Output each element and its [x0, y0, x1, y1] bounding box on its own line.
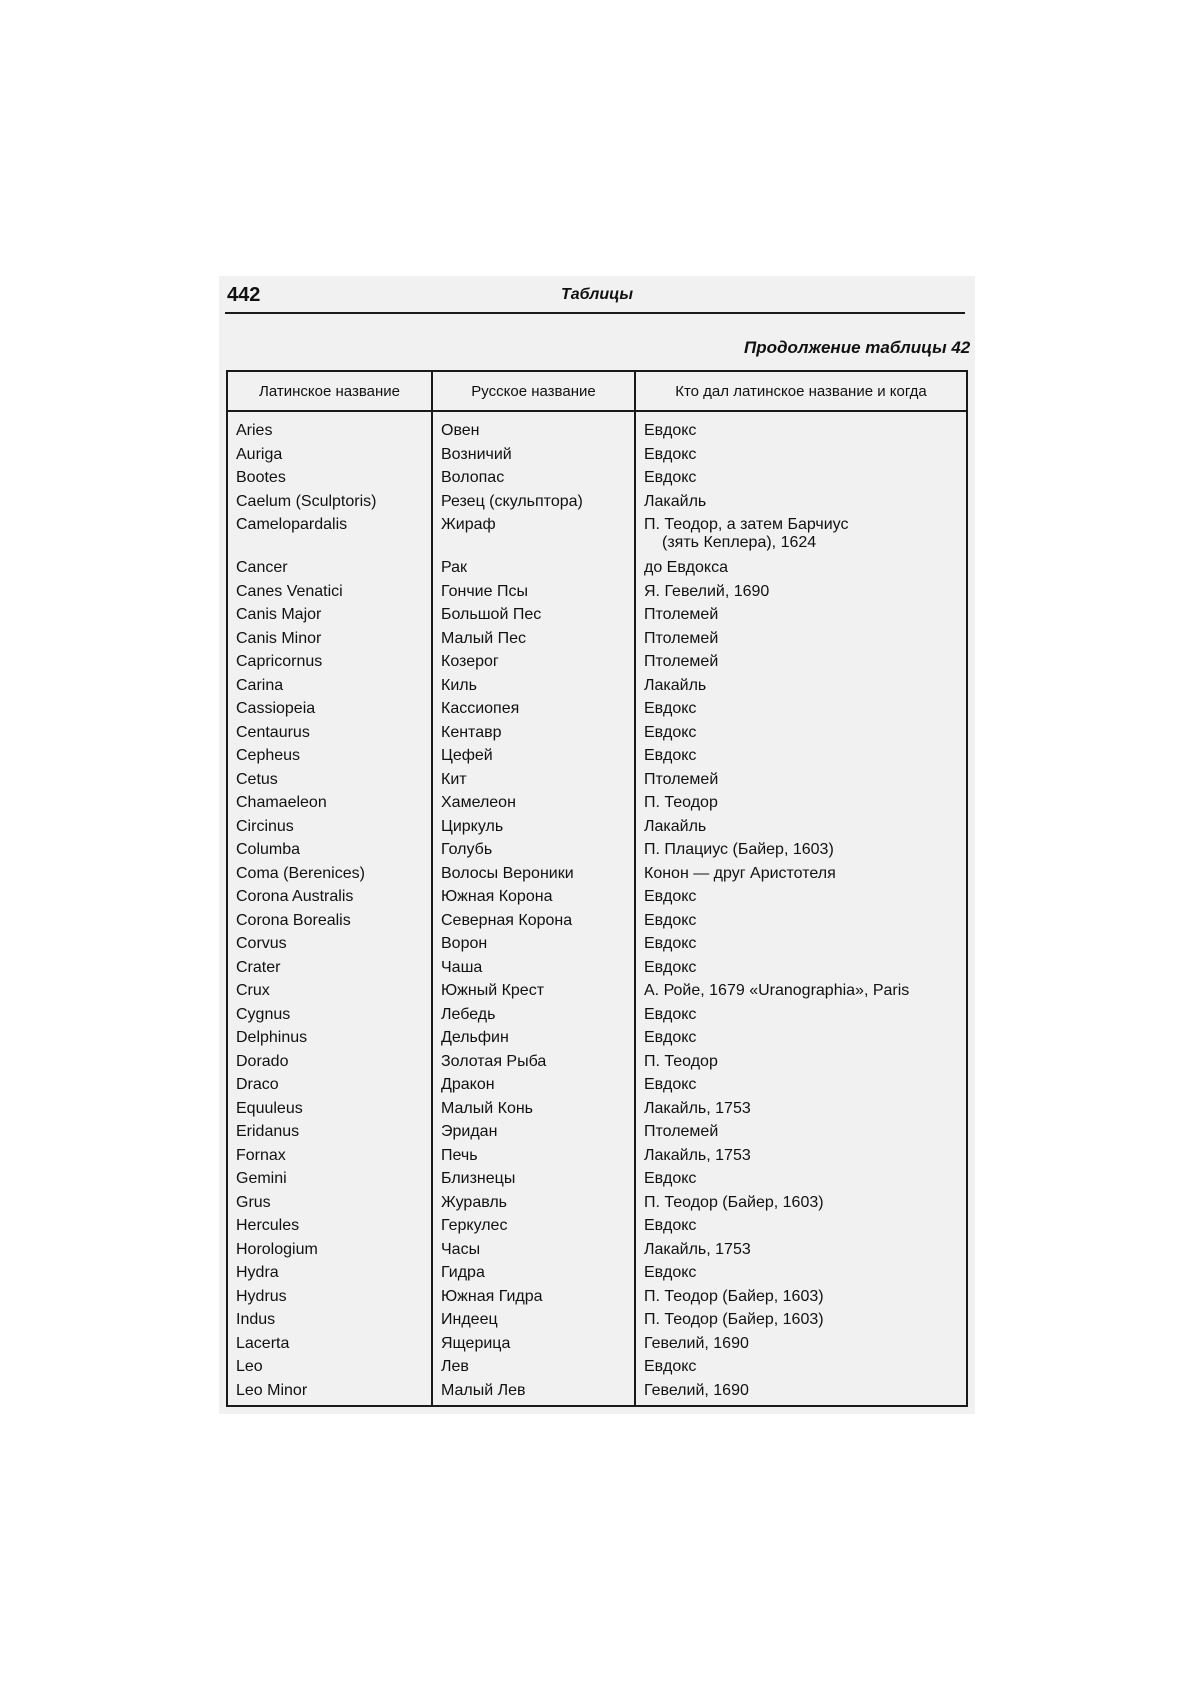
author-cell — [635, 700, 967, 724]
author-cell — [635, 1288, 967, 1312]
russian-name-cell: Гидра — [432, 1264, 635, 1288]
table-row — [227, 630, 967, 654]
latin-name-cell: Auriga — [227, 446, 432, 470]
author-cell — [635, 653, 967, 677]
table-row — [227, 1288, 967, 1312]
latin-name-cell: Cetus — [227, 771, 432, 795]
latin-name-cell: Equuleus — [227, 1100, 432, 1124]
table-row — [227, 1311, 967, 1335]
latin-name-cell: Aries — [227, 422, 432, 446]
russian-name-cell: Малый Пес — [432, 630, 635, 654]
table-row — [227, 1076, 967, 1100]
russian-name-cell: Кентавр — [432, 724, 635, 748]
spacer-cell — [227, 411, 432, 422]
russian-name-cell: Дракон — [432, 1076, 635, 1100]
author-cell — [635, 1076, 967, 1100]
russian-name-cell: Резец (скульптора) — [432, 493, 635, 517]
table-row — [227, 1335, 967, 1359]
table-row — [227, 1006, 967, 1030]
table-body — [227, 411, 967, 1406]
latin-name-cell: Delphinus — [227, 1029, 432, 1053]
table-row — [227, 677, 967, 701]
page-number: 442 — [227, 284, 261, 306]
russian-name-cell: Южная Гидра — [432, 1288, 635, 1312]
author-text: П. Теодор (Байер, 1603) — [644, 1311, 824, 1328]
author-cell — [635, 469, 967, 493]
latin-name-cell: Hercules — [227, 1217, 432, 1241]
author-text: Птолемей — [644, 770, 719, 788]
latin-name-cell: Corvus — [227, 935, 432, 959]
author-text-continuation: (зять Кеплера), 1624 — [662, 534, 817, 551]
author-cell — [635, 888, 967, 912]
latin-name-cell: Chamaeleon — [227, 794, 432, 818]
table-header-row — [227, 371, 967, 411]
author-text: Евдокс — [644, 700, 697, 717]
author-text: Евдокс — [644, 445, 697, 463]
latin-name-cell: Gemini — [227, 1170, 432, 1194]
latin-name-cell: Coma (Berenices) — [227, 865, 432, 889]
author-cell — [635, 912, 967, 936]
author-text: Птолемей — [644, 653, 719, 670]
author-cell — [635, 1170, 967, 1194]
latin-name-cell: Leo — [227, 1358, 432, 1382]
author-cell — [635, 559, 967, 583]
author-cell — [635, 1194, 967, 1218]
table-row — [227, 516, 967, 559]
author-text: Лакайль, 1753 — [644, 1240, 751, 1258]
table-row — [227, 1264, 967, 1288]
author-cell — [635, 1029, 967, 1053]
author-text: П. Теодор (Байер, 1603) — [644, 1193, 824, 1211]
russian-name-cell: Лебедь — [432, 1006, 635, 1030]
author-text: П. Теодор, а затем Барчиус — [644, 516, 849, 533]
author-cell — [635, 422, 967, 446]
russian-name-cell: Кассиопея — [432, 700, 635, 724]
author-text: Евдокс — [644, 958, 697, 976]
author-cell — [635, 1358, 967, 1382]
russian-name-cell: Печь — [432, 1147, 635, 1171]
table-row — [227, 653, 967, 677]
table-row — [227, 446, 967, 470]
author-text: Евдокс — [644, 422, 697, 439]
russian-name-cell: Волосы Вероники — [432, 865, 635, 889]
table-row — [227, 559, 967, 583]
author-cell — [635, 677, 967, 701]
latin-name-cell: Cassiopeia — [227, 700, 432, 724]
russian-name-cell: Большой Пес — [432, 606, 635, 630]
russian-name-cell: Чаша — [432, 959, 635, 983]
latin-name-cell: Indus — [227, 1311, 432, 1335]
author-text: Лакайль — [644, 492, 707, 510]
author-text: П. Теодор (Байер, 1603) — [644, 1287, 824, 1305]
table-row — [227, 959, 967, 983]
russian-name-cell: Хамелеон — [432, 794, 635, 818]
author-text: Лакайль — [644, 817, 707, 835]
author-text: П. Теодор — [644, 1052, 718, 1070]
author-text: Лакайль — [644, 676, 707, 694]
author-cell — [635, 1264, 967, 1288]
table-row — [227, 935, 967, 959]
russian-name-cell: Ящерица — [432, 1335, 635, 1359]
russian-name-cell: Золотая Рыба — [432, 1053, 635, 1077]
russian-name-cell: Лев — [432, 1358, 635, 1382]
table-row — [227, 1358, 967, 1382]
latin-name-cell: Capricornus — [227, 653, 432, 677]
latin-name-cell: Carina — [227, 677, 432, 701]
russian-name-cell: Часы — [432, 1241, 635, 1265]
table-row — [227, 724, 967, 748]
latin-name-cell: Draco — [227, 1076, 432, 1100]
latin-name-cell: Leo Minor — [227, 1382, 432, 1407]
table-continuation-label: Продолжение таблицы 42 — [744, 338, 971, 357]
table-row — [227, 422, 967, 446]
author-cell — [635, 982, 967, 1006]
author-text: Евдокс — [644, 1170, 697, 1187]
russian-name-cell: Геркулес — [432, 1217, 635, 1241]
author-cell — [635, 1382, 967, 1407]
author-cell — [635, 1053, 967, 1077]
russian-name-cell: Гончие Псы — [432, 583, 635, 607]
table-row — [227, 1194, 967, 1218]
russian-name-cell: Овен — [432, 422, 635, 446]
author-text: Евдокс — [644, 888, 697, 905]
author-cell — [635, 1311, 967, 1335]
author-cell — [635, 583, 967, 607]
table-row — [227, 888, 967, 912]
latin-name-cell: Columba — [227, 841, 432, 865]
table-row — [227, 1029, 967, 1053]
latin-name-cell: Cepheus — [227, 747, 432, 771]
author-text: Евдокс — [644, 911, 697, 929]
author-cell — [635, 493, 967, 517]
table-row — [227, 700, 967, 724]
latin-name-cell: Eridanus — [227, 1123, 432, 1147]
author-cell — [635, 516, 967, 559]
latin-name-cell: Camelopardalis — [227, 516, 432, 559]
russian-name-cell: Возничий — [432, 446, 635, 470]
latin-name-cell: Centaurus — [227, 724, 432, 748]
russian-name-cell: Циркуль — [432, 818, 635, 842]
russian-name-cell: Голубь — [432, 841, 635, 865]
latin-name-cell: Crux — [227, 982, 432, 1006]
table-row — [227, 1100, 967, 1124]
spacer-cell — [635, 411, 967, 422]
latin-name-cell: Dorado — [227, 1053, 432, 1077]
table-row — [227, 818, 967, 842]
table-row — [227, 771, 967, 795]
author-cell — [635, 818, 967, 842]
author-text: Конон — друг Аристотеля — [644, 864, 836, 882]
latin-name-cell: Crater — [227, 959, 432, 983]
author-cell — [635, 1100, 967, 1124]
author-text: Евдокс — [644, 747, 697, 764]
author-cell — [635, 1241, 967, 1265]
author-cell — [635, 724, 967, 748]
author-cell — [635, 865, 967, 889]
author-text: Лакайль, 1753 — [644, 1099, 751, 1117]
author-text: Птолемей — [644, 1123, 719, 1140]
russian-name-cell: Индеец — [432, 1311, 635, 1335]
author-text: Гевелий, 1690 — [644, 1381, 749, 1399]
latin-name-cell: Fornax — [227, 1147, 432, 1171]
running-title: Таблицы — [561, 286, 634, 303]
russian-name-cell: Южная Корона — [432, 888, 635, 912]
russian-name-cell: Цефей — [432, 747, 635, 771]
table-row — [227, 1241, 967, 1265]
table-row — [227, 841, 967, 865]
column-header-russian-name: Русское название — [432, 371, 635, 411]
russian-name-cell: Ворон — [432, 935, 635, 959]
table-row — [227, 583, 967, 607]
latin-name-cell: Lacerta — [227, 1335, 432, 1359]
table-row — [227, 982, 967, 1006]
latin-name-cell: Canis Major — [227, 606, 432, 630]
author-cell — [635, 630, 967, 654]
author-text: Евдокс — [644, 935, 697, 952]
table-row — [227, 1382, 967, 1407]
latin-name-cell: Corona Borealis — [227, 912, 432, 936]
russian-name-cell: Эридан — [432, 1123, 635, 1147]
russian-name-cell: Дельфин — [432, 1029, 635, 1053]
author-text: Лакайль, 1753 — [644, 1146, 751, 1164]
latin-name-cell: Canes Venatici — [227, 583, 432, 607]
author-text: П. Плациус (Байер, 1603) — [644, 841, 834, 858]
column-header-author-and-date: Кто дал латинское название и когда — [635, 371, 967, 411]
latin-name-cell: Horologium — [227, 1241, 432, 1265]
author-cell — [635, 1335, 967, 1359]
russian-name-cell: Близнецы — [432, 1170, 635, 1194]
author-cell — [635, 1217, 967, 1241]
author-text: Евдокс — [644, 1076, 697, 1093]
author-cell — [635, 771, 967, 795]
author-text: А. Ройе, 1679 «Uranographia», Paris — [644, 982, 910, 999]
author-text: до Евдокса — [644, 559, 728, 576]
author-cell — [635, 794, 967, 818]
author-text: Евдокс — [644, 1005, 697, 1023]
page-header — [225, 282, 965, 314]
latin-name-cell: Hydrus — [227, 1288, 432, 1312]
author-text: Птолемей — [644, 629, 719, 647]
author-cell — [635, 446, 967, 470]
latin-name-cell: Grus — [227, 1194, 432, 1218]
russian-name-cell: Журавль — [432, 1194, 635, 1218]
russian-name-cell: Киль — [432, 677, 635, 701]
table-row — [227, 865, 967, 889]
column-header-latin-name: Латинское название — [227, 371, 432, 411]
russian-name-cell: Малый Конь — [432, 1100, 635, 1124]
author-cell — [635, 959, 967, 983]
table-row — [227, 1123, 967, 1147]
table-spacer-row — [227, 411, 967, 422]
spacer-cell — [432, 411, 635, 422]
author-text: Гевелий, 1690 — [644, 1334, 749, 1352]
author-text: Евдокс — [644, 1029, 697, 1046]
latin-name-cell: Canis Minor — [227, 630, 432, 654]
latin-name-cell: Corona Australis — [227, 888, 432, 912]
author-cell — [635, 1147, 967, 1171]
author-text: Евдокс — [644, 469, 697, 486]
russian-name-cell: Жираф — [432, 516, 635, 559]
table-row — [227, 912, 967, 936]
author-cell — [635, 747, 967, 771]
author-text: Евдокс — [644, 723, 697, 741]
russian-name-cell: Кит — [432, 771, 635, 795]
author-text: Евдокс — [644, 1264, 697, 1281]
constellations-table — [226, 370, 968, 1407]
author-text: Я. Гевелий, 1690 — [644, 582, 770, 600]
author-text: Евдокс — [644, 1358, 697, 1375]
table-row — [227, 794, 967, 818]
latin-name-cell: Bootes — [227, 469, 432, 493]
latin-name-cell: Cancer — [227, 559, 432, 583]
russian-name-cell: Волопас — [432, 469, 635, 493]
author-text: П. Теодор — [644, 794, 718, 811]
table-row — [227, 1170, 967, 1194]
latin-name-cell: Cygnus — [227, 1006, 432, 1030]
table-row — [227, 493, 967, 517]
author-text: Евдокс — [644, 1217, 697, 1234]
table-row — [227, 1147, 967, 1171]
author-cell — [635, 606, 967, 630]
table-row — [227, 469, 967, 493]
latin-name-cell: Hydra — [227, 1264, 432, 1288]
russian-name-cell: Северная Корона — [432, 912, 635, 936]
author-cell — [635, 1123, 967, 1147]
author-cell — [635, 841, 967, 865]
table-row — [227, 1053, 967, 1077]
russian-name-cell: Козерог — [432, 653, 635, 677]
russian-name-cell: Малый Лев — [432, 1382, 635, 1407]
russian-name-cell: Южный Крест — [432, 982, 635, 1006]
author-cell — [635, 935, 967, 959]
latin-name-cell: Caelum (Sculptoris) — [227, 493, 432, 517]
russian-name-cell: Рак — [432, 559, 635, 583]
author-cell — [635, 1006, 967, 1030]
author-text: Птолемей — [644, 606, 719, 623]
latin-name-cell: Circinus — [227, 818, 432, 842]
table-row — [227, 606, 967, 630]
table-row — [227, 747, 967, 771]
table-row — [227, 1217, 967, 1241]
